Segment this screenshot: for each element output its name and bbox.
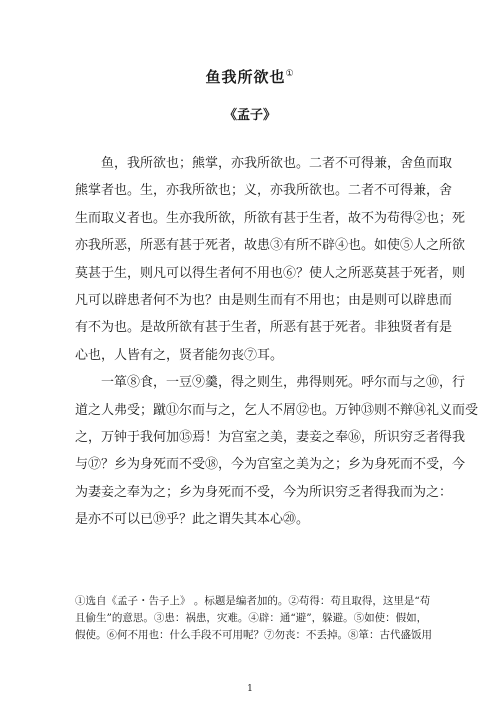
body-line: 与⑰？乡为身死而不受⑱，今为宫室之美为之；乡为身死而不受，今 xyxy=(75,457,466,473)
body-line: 亦我所恶，所恶有甚于死者，故患③有所不辟④也。如使⑤人之所欲 xyxy=(75,238,466,254)
body-line: 道之人弗受；蹴⑪尔而与之，乞人不屑⑫也。万钟⑬则不辩⑭礼义而受 xyxy=(75,402,479,418)
body-line: 一箪⑧食，一豆⑨羹，得之则生，弗得则死。呼尔而与之⑩，行 xyxy=(75,375,466,391)
body-line: 莫甚于生，则凡可以得生者何不用也⑥？使人之所恶莫甚于死者，则 xyxy=(75,265,466,281)
body-line: 熊掌者也。生，亦我所欲也；义，亦我所欲也。二者不可得兼，舍 xyxy=(75,183,453,199)
page-number: 1 xyxy=(247,684,253,694)
footnote-line: 且偷生”的意思。③患：祸患，灾难。④辟：通“避”，躲避。⑤如使：假如， xyxy=(75,612,428,624)
footnote-line: ①选自《孟子・告子上》 。标题是编者加的。②苟得：苟且取得，这里是“苟 xyxy=(75,595,431,607)
page-title xyxy=(0,66,500,87)
body-line: 生而取义者也。生亦我所欲，所欲有甚于生者，故不为苟得②也；死 xyxy=(75,210,466,226)
body-line: 是亦不可以已⑲乎？此之谓失其本心⑳。 xyxy=(75,512,310,528)
title-text: 鱼我所欲也 xyxy=(205,68,286,86)
body-line: 有不为也。是故所欲有甚于生者，所恶有甚于死者。非独贤者有是 xyxy=(75,320,453,336)
body-line: 为妻妾之奉为之；乡为身死而不受，今为所识穷乏者得我而为之： xyxy=(75,484,453,500)
body-line: 凡可以辟患者何不为也？由是则生而有不用也；由是则可以辟患而 xyxy=(75,292,453,308)
body-text xyxy=(75,150,479,533)
body-line: 心也，人皆有之，贤者能勿丧⑦耳。 xyxy=(75,347,284,363)
author-line: 《孟子》 xyxy=(223,108,276,123)
footnotes xyxy=(75,593,433,644)
footnote-line: 假使。⑥何不用也：什么手段不可用呢？⑦勿丧：不丢掉。⑧箪：古代盛饭用 xyxy=(75,629,432,641)
title-footnote-marker: ① xyxy=(285,69,295,79)
body-line: 鱼，我所欲也；熊掌，亦我所欲也。二者不可得兼，舍鱼而取 xyxy=(75,156,453,171)
body-line: 之，万钟于我何加⑮焉！为宫室之美，妻妾之奉⑯，所识穷乏者得我 xyxy=(75,429,466,445)
